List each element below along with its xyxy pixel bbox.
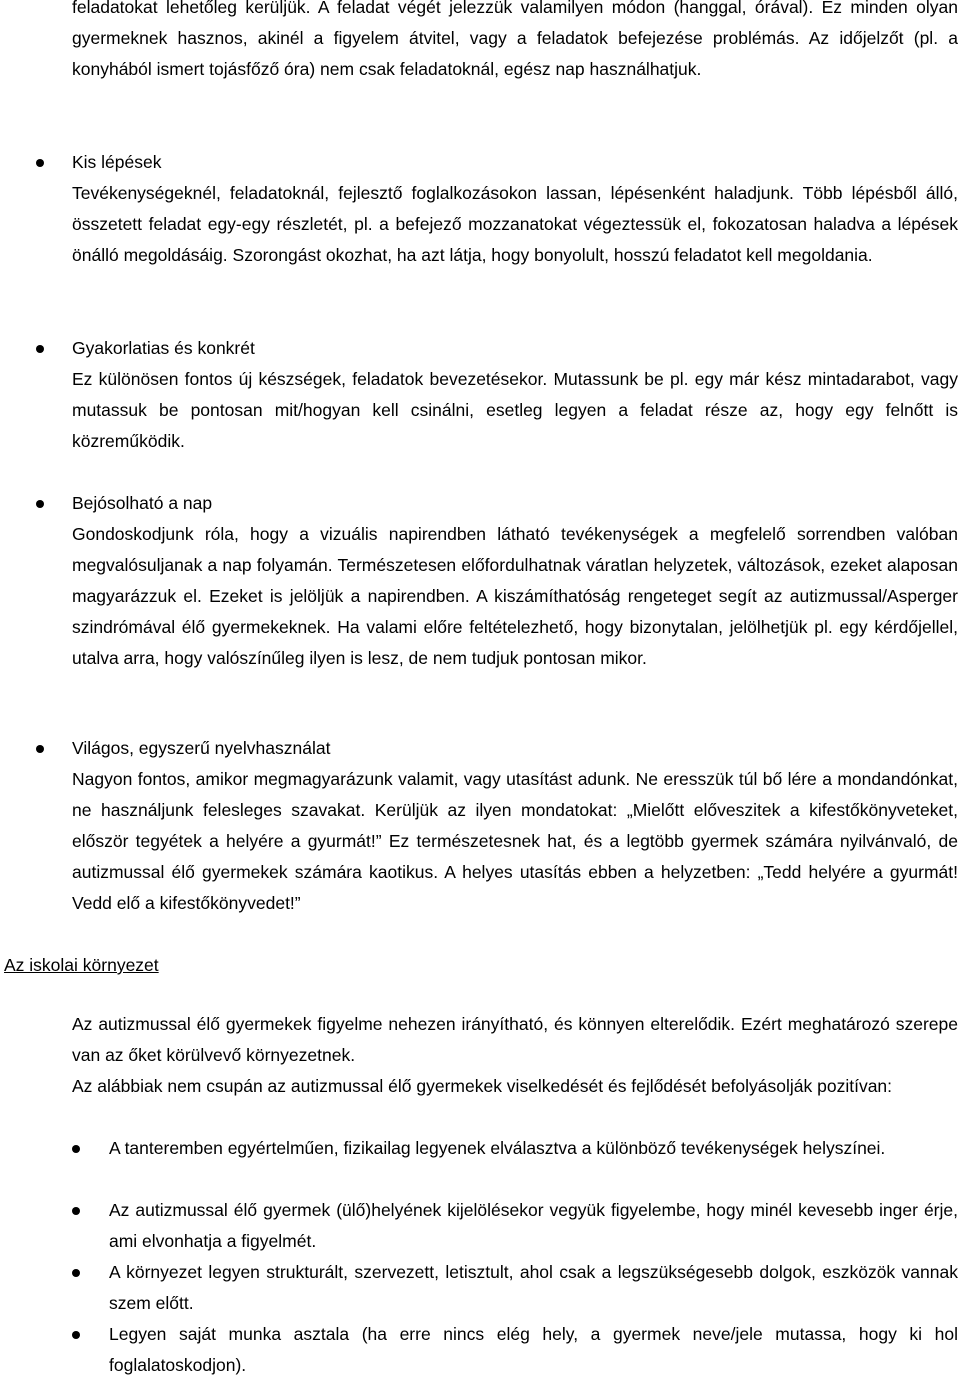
bullet-body: Tevékenységeknél, feladatoknál, fejlesztő foglalkozásokon lassan, lépésenként haladjunk. Több lépésből álló, összetett feladat egy-egy részletét, pl. a befejező mozzanatokat végeztessük el, fokozatosan haladva a lépések önálló megoldásáig. Szorongást okozhat, ha azt látja, hogy bonyolult, hosszú feladatot kell megoldania. xyxy=(72,183,958,265)
bullet-icon xyxy=(72,1269,80,1277)
section-intro-1: Az autizmussal élő gyermekek figyelme nehezen irányítható, és könnyen elterelődik. Ezért meghatározó szerepe van az őket körülvevő környezetnek. xyxy=(72,1014,958,1065)
section-intro-2: Az alábbiak nem csupán az autizmussal élő gyermekek viselkedését és fejlődését befolyásolják pozitívan: xyxy=(72,1076,893,1096)
bullet-body: Gondoskodjunk róla, hogy a vizuális napirendben látható tevékenységek a megfelelő sorrendben valóban megvalósuljanak a nap folyamán. Természetesen előfordulhatnak váratlan helyzetek, változások, ezeket alaposan magyarázzuk el. Ezeket is jelöljük a napirendben. A kiszámíthatóság rengeteget segít az autizmussal/Asperger szindrómával élő gyermekeknek. Ha valami előre feltételezhető, hogy bizonytalan, jelölhetjük pl. egy kérdőjellel, utalva arra, hogy valószínűleg ilyen is lesz, de nem tudjuk pontosan mikor. xyxy=(72,524,958,668)
section-heading: Az iskolai környezet xyxy=(4,955,159,975)
bullet-title: Bejósolható a nap xyxy=(72,493,213,513)
bullet-body: Ez különösen fontos új készségek, feladatok bevezetésekor. Mutassunk be pl. egy már kész mintadarabot, vagy mutassuk be pontosan mit/hogyan kell csinálni, esetleg legyen a feladat része az, hogy egy felnőtt is közreműködik. xyxy=(72,369,958,451)
bullet-body: Nagyon fontos, amikor megmagyarázunk valamit, vagy utasítást adunk. Ne eresszük túl bő lére a mondandónkat, ne használjunk felesleges szavakat. Kerüljük az ilyen mondatokat: „Mielőtt előveszitek a kifestőkönyveteket, először tegyétek a helyére a gyurmát!” Ez természetesnek hat, és a legtöbb gyermek számára nyilvánvaló, de autizmussal élő gyermekek számára kaotikus. A helyes utasítás ebben a helyzetben: „Tedd helyére a gyurmát! Vedd elő a kifestőkönyvedet!” xyxy=(72,769,958,913)
bullet-icon xyxy=(72,1207,80,1215)
continued-paragraph: feladatokat lehetőleg kerüljük. A feladat végét jelezzük valamilyen módon (hanggal, órával). Ez minden olyan gyermeknek hasznos, akinél a figyelem átvitel, vagy a feladatok befejezése problémás. Az időjelzőt (pl. a konyhából ismert tojásfőző óra) nem csak feladatoknál, egész nap használhatjuk. xyxy=(72,0,958,79)
bullet-icon xyxy=(36,345,44,353)
list-item-text: Az autizmussal élő gyermek (ülő)helyének kijelölésekor vegyük figyelembe, hogy minél kevesebb inger érje, ami elvonhatja a figyelmét. xyxy=(109,1200,958,1251)
bullet-icon xyxy=(72,1145,80,1153)
list-item-text: A tanteremben egyértelműen, fizikailag legyenek elválasztva a különböző tevékenységek helyszínei. xyxy=(109,1138,886,1158)
bullet-icon xyxy=(72,1331,80,1339)
bullet-title: Világos, egyszerű nyelvhasználat xyxy=(72,738,331,758)
bullet-icon xyxy=(36,500,44,508)
list-item-text: A környezet legyen strukturált, szervezett, letisztult, ahol csak a legszükségesebb dolgok, eszközök vannak szem előtt. xyxy=(109,1262,958,1313)
bullet-title: Kis lépések xyxy=(72,152,162,172)
bullet-icon xyxy=(36,159,44,167)
bullet-title: Gyakorlatias és konkrét xyxy=(72,338,255,358)
bullet-icon xyxy=(36,745,44,753)
list-item-text: Legyen saját munka asztala (ha erre nincs elég hely, a gyermek neve/jele mutassa, hogy ki hol foglalatoskodjon). xyxy=(109,1324,958,1375)
